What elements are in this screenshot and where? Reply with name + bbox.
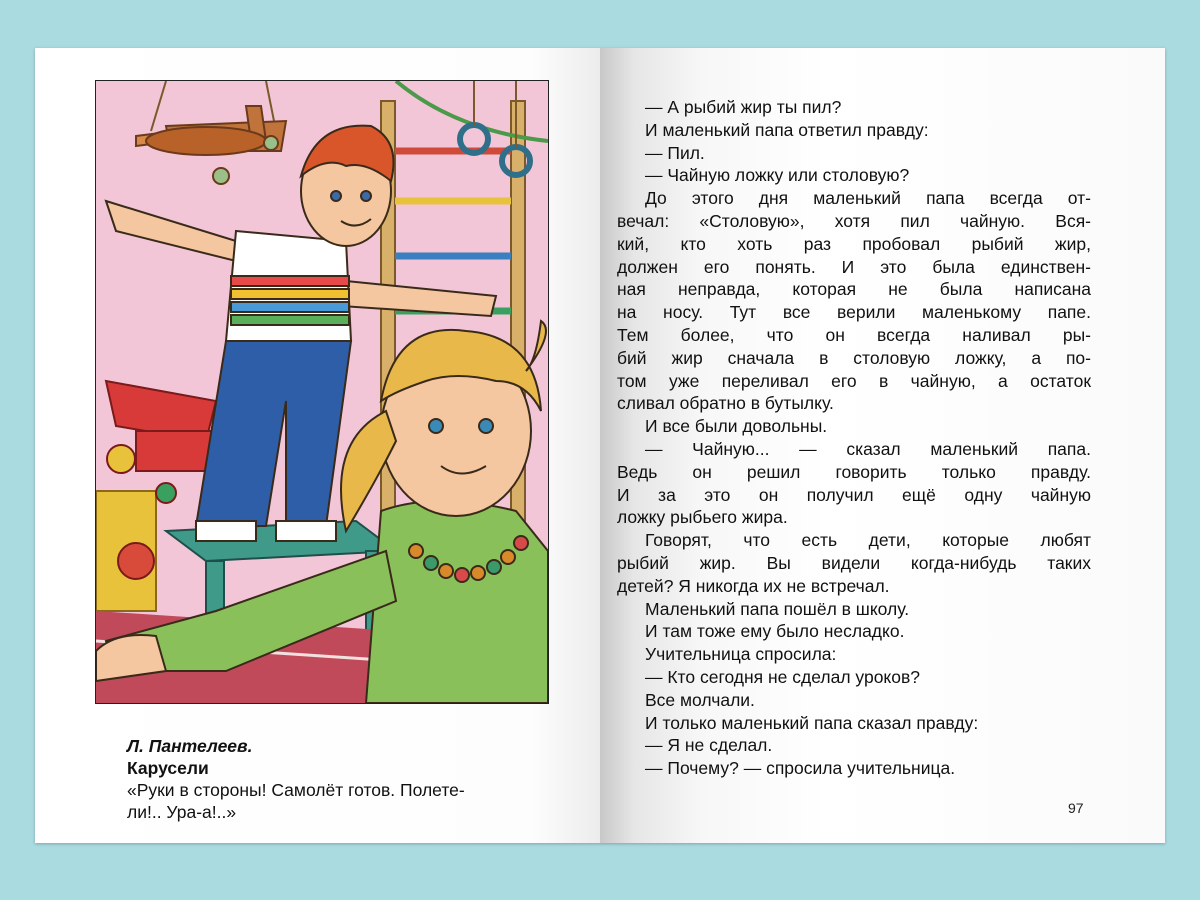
caption-quote-line-1: «Руки в стороны! Самолёт готов. Полете- <box>127 780 465 800</box>
caption-title: Карусели <box>127 758 209 778</box>
text-line: рыбий жир. Вы видели когда-нибудь таких <box>617 552 1091 573</box>
text-line: — Чайную... — сказал маленький папа. <box>645 438 1091 459</box>
text-line: — Кто сегодня не сделал уроков? <box>645 666 921 687</box>
text-line: И там тоже ему было несладко. <box>645 621 905 642</box>
text-line: — А рыбий жир ты пил? <box>645 97 842 117</box>
text-line: Все молчали. <box>645 689 755 710</box>
text-line: Учительница спросила: <box>645 644 837 665</box>
text-line: на носу. Тут все верили маленькому папе. <box>617 302 1091 323</box>
text-line: вечал: «Столовую», хотя пил чайную. Вся- <box>617 210 1091 231</box>
text-line: До этого дня маленький папа всегда от- <box>645 188 1091 209</box>
text-line: И только маленький папа сказал правду: <box>645 712 979 733</box>
text-line: ная неправда, которая не была написана <box>617 279 1091 300</box>
text-line: И за это он получил ещё одну чайную <box>617 484 1091 505</box>
illustration-caption <box>127 735 557 823</box>
text-line: ложку рыбьего жира. <box>617 507 788 528</box>
text-line: — Я не сделал. <box>645 735 773 756</box>
text-line: Говорят, что есть дети, которые любят <box>645 530 1091 551</box>
text-line: И все были довольны. <box>645 416 828 437</box>
text-line: сливал обратно в бутылку. <box>617 393 834 414</box>
text-line: — Пил. <box>645 142 705 163</box>
text-line: Тем более, что он всегда наливал ры- <box>617 324 1091 345</box>
text-line: должен его понять. И это была единствен- <box>617 256 1091 277</box>
illustration-children-playing-airplane <box>95 80 549 704</box>
page-number: 97 <box>1068 800 1084 816</box>
left-page <box>35 48 600 843</box>
illustration-drawing <box>96 81 548 703</box>
text-line: бий жир сначала в столовую ложку, а по- <box>617 347 1091 368</box>
caption-quote-line-2: ли!.. Ура-а!..» <box>127 802 237 822</box>
text-line: — Чайную ложку или столовую? <box>645 165 910 186</box>
text-line: Маленький папа пошёл в школу. <box>645 598 910 619</box>
caption-author: Л. Пантелеев. <box>127 736 253 756</box>
text-line: кий, кто хоть раз пробовал рыбий жир, <box>617 233 1091 254</box>
text-line: И маленький папа ответил правду: <box>645 119 929 140</box>
story-text <box>617 96 1091 780</box>
text-line: Ведь он решил говорить только правду. <box>617 461 1091 482</box>
text-line: том уже переливал его в чайную, а остаток <box>617 370 1091 391</box>
text-line: детей? Я никогда их не встречал. <box>617 575 890 596</box>
text-line: — Почему? — спросила учительница. <box>645 758 956 779</box>
